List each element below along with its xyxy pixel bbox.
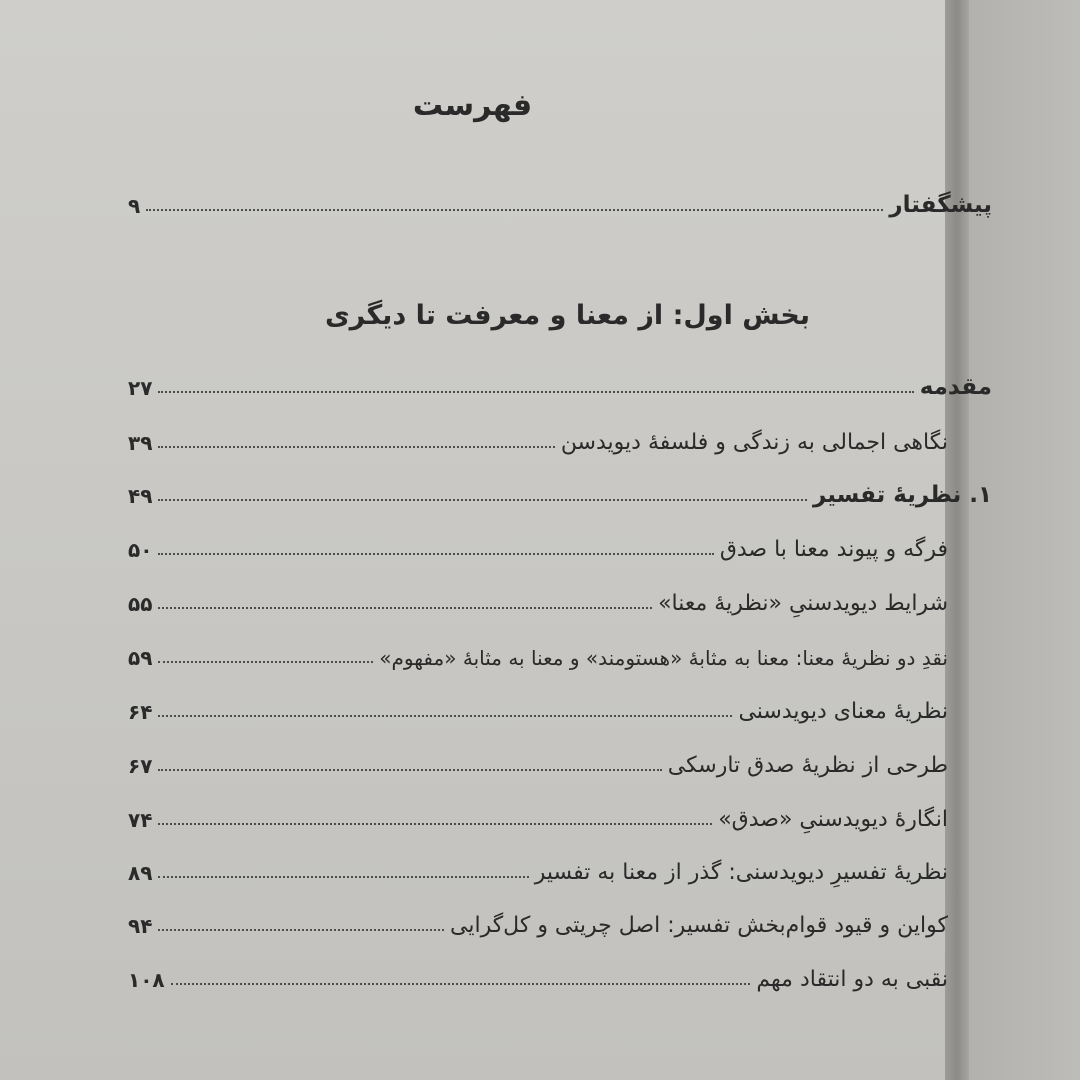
toc-entry-label: نقبی به دو انتقاد مهم [756, 967, 948, 992]
toc-entry [128, 576, 948, 616]
toc-entry-page: ۹ [128, 194, 141, 218]
dot-leader [146, 208, 883, 211]
dot-leader [158, 928, 444, 931]
toc-entry-preface [128, 178, 992, 218]
toc-entry-label: مقدمه [919, 374, 992, 400]
dot-leader [158, 552, 713, 555]
toc-entry-page: ۵۹ [128, 646, 153, 670]
toc-entry-page: ۲۷ [128, 376, 153, 400]
toc-entry [128, 360, 992, 400]
toc-entry-page: ۵۰ [128, 538, 153, 562]
page-title: فهرست [412, 88, 533, 123]
dot-leader [158, 714, 732, 717]
dot-leader [158, 768, 661, 771]
toc-entry-label: فرگه و پیوند معنا با صدق [719, 537, 948, 562]
toc-entry-label: نظریهٔ تفسیرِ دیویدسنی: گذر از معنا به تفسیر [534, 860, 948, 885]
toc-entry-page: ۵۵ [128, 592, 153, 616]
toc-entry-page: ۱۰۸ [128, 968, 165, 992]
toc-entry-label: نقدِ دو نظریهٔ معنا: معنا به مثابهٔ «هستومند» و معنا به مثابهٔ «مفهوم» [379, 646, 948, 670]
toc-entry [128, 738, 948, 778]
toc-entry [128, 898, 948, 938]
toc-entry [128, 845, 948, 885]
book-gutter [945, 0, 969, 1080]
toc-entry [128, 522, 948, 562]
facing-page [969, 0, 1080, 1080]
toc-entry-page: ۸۹ [128, 861, 153, 885]
dot-leader [171, 982, 751, 985]
dot-leader [158, 498, 807, 501]
part-heading: بخش اول: از معنا و معرفت تا دیگری [324, 300, 810, 331]
toc-entry-page: ۶۴ [128, 700, 153, 724]
dot-leader [158, 445, 554, 448]
toc-entry-label: کواین و قیود قوام‌بخش تفسیر: اصل چریتی و کل‌گرایی [450, 913, 948, 938]
toc-entry-label: شرایط دیویدسنیِ «نظریهٔ معنا» [658, 591, 948, 616]
dot-leader [158, 660, 373, 663]
toc-entry-page: ۳۹ [128, 431, 153, 455]
toc-entry-label: نگاهی اجمالی به زندگی و فلسفهٔ دیویدسن [560, 430, 948, 455]
toc-entry-label: ۱. نظریهٔ تفسیر [812, 482, 992, 508]
dot-leader [158, 822, 712, 825]
dot-leader [158, 390, 913, 393]
toc-entry [128, 684, 948, 724]
dot-leader [158, 875, 528, 878]
toc-entry-label: پیشگفتار [889, 192, 992, 218]
toc-entry-label: انگارهٔ دیویدسنیِ «صدق» [718, 807, 948, 832]
toc-entry-page: ۷۴ [128, 808, 153, 832]
toc-entry-page: ۹۴ [128, 914, 153, 938]
toc-entry [128, 630, 948, 670]
toc-entry-page: ۴۹ [128, 484, 153, 508]
toc-entry [128, 415, 948, 455]
toc-entry-label: طرحی از نظریهٔ صدق تارسکی [667, 753, 948, 778]
toc-entry-label: نظریهٔ معنای دیویدسنی [738, 699, 948, 724]
toc-entry [128, 952, 948, 992]
toc-entry-page: ۶۷ [128, 754, 153, 778]
toc-entry [128, 792, 948, 832]
dot-leader [158, 606, 652, 609]
toc-entry [128, 468, 992, 508]
